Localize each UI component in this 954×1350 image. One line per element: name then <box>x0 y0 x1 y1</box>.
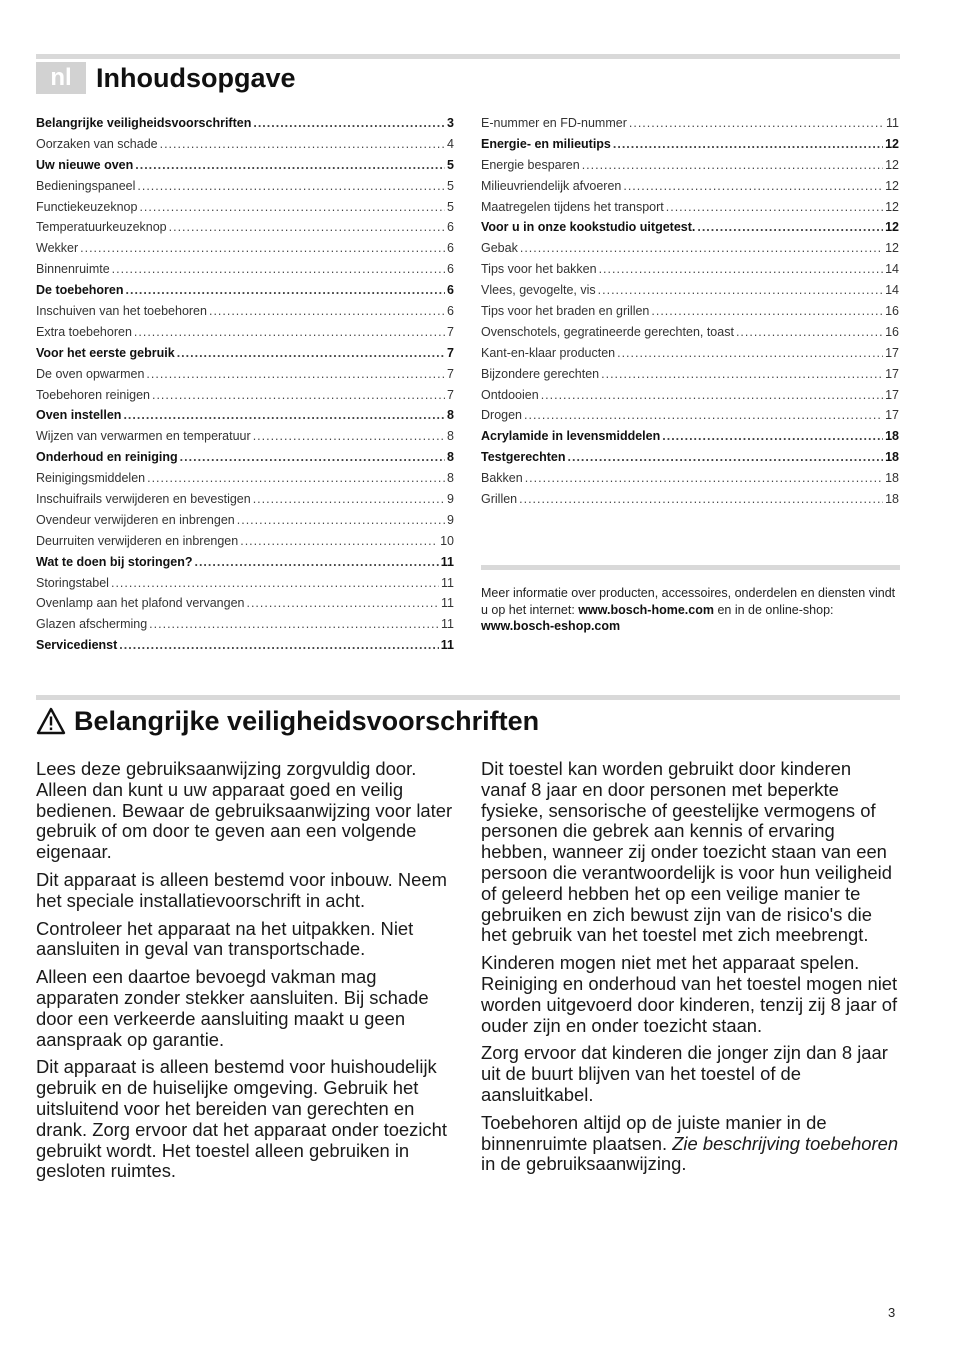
safety-paragraph: Lees deze gebruiksaanwijzing zorgvuldig door. Alleen dan kunt u uw apparaat goed en veilig bedienen. Bewaar de gebruiksaanwijzing voor later gebruik of om door te geven aan een volgende eigenaar. <box>36 758 453 863</box>
toc-entry-page: 12 <box>885 241 899 256</box>
section-divider <box>36 695 900 700</box>
toc-leader-dots <box>601 367 883 381</box>
toc-leader-dots <box>519 492 883 506</box>
toc-leader-dots <box>525 471 883 485</box>
toc-entry-page: 10 <box>440 533 454 548</box>
toc-entry-page: 6 <box>447 283 454 298</box>
toc-leader-dots <box>147 471 445 485</box>
toc-entry[interactable] <box>36 262 454 283</box>
toc-entry[interactable] <box>36 137 454 158</box>
safety-paragraph <box>481 1111 909 1175</box>
safety-left-column <box>36 759 456 1189</box>
toc-entry-page: 11 <box>440 638 454 653</box>
page-number: 3 <box>888 1305 896 1320</box>
toc-entry-page: 4 <box>447 136 454 151</box>
toc-entry-page: 8 <box>447 429 454 444</box>
top-divider <box>36 54 900 59</box>
toc-entry-label: Functiekeuzeknop <box>36 199 138 214</box>
toc-entry-label: Wijzen van verwarmen en temperatuur <box>36 429 251 444</box>
toc-entry[interactable] <box>36 367 454 388</box>
toc-entry-page: 7 <box>447 324 454 339</box>
toc-leader-dots <box>623 179 883 193</box>
toc-leader-dots <box>246 596 439 610</box>
toc-leader-dots <box>524 408 883 422</box>
paragraph-text: Toebehoren altijd op de juiste manier in de binnenruimte plaatsen. <box>481 1111 827 1154</box>
toc-entry-label: Storingstabel <box>36 575 109 590</box>
toc-entry[interactable] <box>481 220 899 241</box>
toc-entry-label: Binnenruimte <box>36 262 110 277</box>
toc-entry[interactable] <box>481 471 899 492</box>
toc-entry-label: Deurruiten verwijderen en inbrengen <box>36 533 239 548</box>
toc-entry-page: 9 <box>447 492 454 507</box>
safety-paragraph: Zorg ervoor dat kinderen die jonger zijn dan 8 jaar uit de buurt blijven van het toestel of de aansluitkabel. <box>481 1042 888 1105</box>
toc-leader-dots <box>152 388 445 402</box>
toc-entry-label: Inschuiven van het toebehoren <box>36 304 207 319</box>
toc-entry-page: 5 <box>447 157 454 172</box>
toc-right-column <box>481 116 899 513</box>
toc-entry[interactable] <box>481 179 899 200</box>
toc-leader-dots <box>253 429 445 443</box>
paragraph-text: in de gebruiksaanwijzing. <box>481 1132 909 1175</box>
toc-leader-dots <box>598 283 883 297</box>
toc-leader-dots <box>123 408 445 422</box>
toc-leader-dots <box>80 241 445 255</box>
toc-entry-label: Vlees, gevogelte, vis <box>481 283 596 298</box>
toc-entry[interactable] <box>36 325 454 346</box>
toc-entry-label: Bijzondere gerechten <box>481 366 600 381</box>
toc-entry-label: Temperatuurkeuzeknop <box>36 220 167 235</box>
toc-entry-page: 16 <box>885 324 899 339</box>
toc-entry-page: 12 <box>885 220 899 235</box>
toc-leader-dots <box>662 429 883 443</box>
toc-entry-label: Extra toebehoren <box>36 324 132 339</box>
toc-left-column <box>36 116 454 659</box>
toc-entry-page: 11 <box>441 575 454 590</box>
toc-entry-label: Ontdooien <box>481 387 539 402</box>
toc-entry-label: Oorzaken van schade <box>36 136 158 151</box>
safety-header <box>36 703 539 739</box>
toc-entry-page: 6 <box>447 241 454 256</box>
toc-entry[interactable] <box>36 179 454 200</box>
toc-entry-page: 14 <box>885 262 899 277</box>
safety-paragraph: Dit toestel kan worden gebruikt door kinderen vanaf 8 jaar en door personen met beperkte fysieke, sensorische of geestelijke vermogens of personen die gebrek aan kennis of ervaring hebben, wanneer zij onder toezicht staan van een persoon die verantwoordelijk is voor hun veiligheid of geleerd hebben het op een veilige manier te gebruiken en zich bewust zijn van de risico's die het gebruik van het toestel met zich meebrengt. <box>481 758 892 946</box>
toc-entry-label: Tips voor het braden en grillen <box>481 304 650 319</box>
toc-entry-label: Maatregelen tijdens het transport <box>481 199 664 214</box>
toc-entry-page: 7 <box>447 387 454 402</box>
toc-entry[interactable] <box>481 200 899 221</box>
toc-entry[interactable] <box>481 492 899 513</box>
toc-leader-dots <box>697 220 883 234</box>
toc-entry-page: 18 <box>885 429 899 444</box>
toc-entry-page: 6 <box>447 262 454 277</box>
toc-entry[interactable] <box>36 555 454 576</box>
toc-leader-dots <box>160 137 445 151</box>
toc-entry[interactable] <box>36 617 454 638</box>
toc-entry-label: Energie- en milieutips <box>481 136 611 151</box>
toc-leader-dots <box>180 450 445 464</box>
toc-entry[interactable] <box>36 471 454 492</box>
toc-leader-dots <box>253 492 445 506</box>
toc-entry[interactable] <box>481 283 899 304</box>
toc-entry-label: E-nummer en FD-nummer <box>481 116 627 130</box>
toc-leader-dots <box>146 367 445 381</box>
toc-entry[interactable] <box>481 346 899 367</box>
toc-entry[interactable] <box>481 325 899 346</box>
toc-leader-dots <box>209 304 445 318</box>
toc-entry-label: Grillen <box>481 492 518 507</box>
safety-paragraph: Alleen een daartoe bevoegd vakman mag apparaten zonder stekker aansluiten. Bij schade door een verkeerde aansluiting maakt u geen aanspraak op garantie. <box>36 966 429 1050</box>
toc-entry[interactable] <box>36 450 454 471</box>
toc-entry-page: 8 <box>447 408 454 423</box>
toc-leader-dots <box>666 200 883 214</box>
language-badge: nl <box>36 62 86 94</box>
more-info-text <box>481 585 899 635</box>
toc-entry-label: Energie besparen <box>481 157 580 172</box>
cross-reference-text: Zie beschrijving toebehoren <box>672 1132 899 1154</box>
toc-entry[interactable] <box>36 596 454 617</box>
toc-entry-label: Toebehoren reinigen <box>36 387 150 402</box>
toc-entry-page: 7 <box>447 366 454 381</box>
toc-entry-page: 17 <box>885 366 899 381</box>
toc-leader-dots <box>134 325 445 339</box>
toc-entry[interactable] <box>36 304 454 325</box>
toc-entry-label: Wekker <box>36 241 79 256</box>
toc-leader-dots <box>119 638 438 652</box>
toc-entry[interactable] <box>36 408 454 429</box>
toc-leader-dots <box>582 158 883 172</box>
toc-entry[interactable] <box>481 116 899 137</box>
safety-right-column <box>481 758 909 1182</box>
toc-entry-page: 17 <box>885 387 899 402</box>
toc-entry[interactable] <box>36 200 454 221</box>
toc-entry-label: De oven opwarmen <box>36 366 145 381</box>
toc-entry-page: 16 <box>885 304 899 319</box>
page-title: Inhoudsopgave <box>96 63 296 93</box>
toc-entry-page: 12 <box>885 136 899 151</box>
toc-entry-page: 5 <box>447 178 454 193</box>
toc-entry-label: Belangrijke veiligheidsvoorschriften <box>36 116 252 130</box>
toc-entry[interactable] <box>36 346 454 367</box>
toc-leader-dots <box>237 513 445 527</box>
safety-title: Belangrijke veiligheidsvoorschriften <box>74 706 540 736</box>
bosch-eshop-link[interactable]: www.bosch-eshop.com <box>481 619 621 633</box>
toc-leader-dots <box>736 325 883 339</box>
toc-leader-dots <box>177 346 445 360</box>
toc-entry[interactable] <box>481 408 899 429</box>
toc-entry-page: 11 <box>440 554 454 569</box>
toc-entry[interactable] <box>36 158 454 179</box>
toc-entry[interactable] <box>36 388 454 409</box>
safety-paragraph: Dit apparaat is alleen bestemd voor inbouw. Neem het speciale installatievoorschrift in acht. <box>36 868 447 911</box>
toc-entry[interactable] <box>36 429 454 450</box>
safety-paragraph: Kinderen mogen niet met het apparaat spelen. Reiniging en onderhoud van het toestel mogen niet worden uitgevoerd door kinderen, tenzij zij 8 jaar of ouder zijn en onder toezicht staan. <box>481 952 898 1036</box>
bosch-home-link[interactable]: www.bosch-home.com <box>578 602 714 617</box>
toc-leader-dots <box>613 137 883 151</box>
toc-entry-page: 12 <box>885 178 899 193</box>
toc-entry-label: Oven instellen <box>36 408 122 423</box>
toc-entry[interactable] <box>36 576 454 597</box>
toc-entry-label: Voor het eerste gebruik <box>36 345 175 360</box>
toc-leader-dots <box>541 388 883 402</box>
toc-entry-label: Bakken <box>481 471 523 486</box>
toc-entry-label: Uw nieuwe oven <box>36 157 134 172</box>
more-info-text-1: Meer informatie over producten, accessoires, onderdelen en diensten vindt u op het internet: <box>481 586 896 617</box>
more-info-text-2: en in de online-shop: <box>713 602 834 617</box>
toc-leader-dots <box>139 200 445 214</box>
toc-entry[interactable] <box>481 367 899 388</box>
toc-leader-dots <box>111 576 439 590</box>
toc-leader-dots <box>126 283 446 297</box>
toc-leader-dots <box>629 116 884 130</box>
toc-entry[interactable] <box>36 492 454 513</box>
toc-entry[interactable] <box>36 116 454 137</box>
toc-entry-page: 12 <box>885 199 899 214</box>
toc-entry-page: 7 <box>447 345 454 360</box>
toc-entry[interactable] <box>481 241 899 262</box>
toc-entry-page: 17 <box>885 345 899 360</box>
toc-leader-dots <box>169 220 445 234</box>
toc-entry-label: Milieuvriendelijk afvoeren <box>481 178 622 193</box>
toc-entry-page: 8 <box>447 471 454 486</box>
toc-entry-page: 3 <box>447 116 454 130</box>
toc-entry-label: Wat te doen bij storingen? <box>36 554 193 569</box>
toc-leader-dots <box>194 555 438 569</box>
toc-entry[interactable] <box>36 241 454 262</box>
toc-entry[interactable] <box>36 513 454 534</box>
toc-entry-label: Ovendeur verwijderen en inbrengen <box>36 512 235 527</box>
toc-entry-label: Reinigingsmiddelen <box>36 471 146 486</box>
toc-leader-dots <box>617 346 883 360</box>
toc-entry[interactable] <box>481 450 899 471</box>
safety-paragraph: Dit apparaat is alleen bestemd voor huishoudelijk gebruik en de huiselijke omgeving. Gebruik het uitsluitend voor het bereiden van gerechten en drank. Zorg ervoor dat het apparaat onder toezicht gebruikt wordt. Het toestel alleen gebruiken in gesloten ruimtes. <box>36 1056 447 1182</box>
toc-leader-dots <box>149 617 439 631</box>
toc-entry[interactable] <box>481 158 899 179</box>
toc-leader-dots <box>520 241 883 255</box>
toc-entry[interactable] <box>36 638 454 659</box>
toc-entry-page: 11 <box>441 596 454 611</box>
toc-leader-dots <box>651 304 883 318</box>
toc-entry-page: 9 <box>447 512 454 527</box>
toc-leader-dots <box>135 158 445 172</box>
toc-leader-dots <box>253 116 445 130</box>
toc-entry[interactable] <box>36 220 454 241</box>
toc-entry-label: Glazen afscherming <box>36 617 148 632</box>
toc-leader-dots <box>599 262 884 276</box>
toc-entry-label: Ovenlamp aan het plafond vervangen <box>36 596 245 611</box>
toc-entry-label: Ovenschotels, gegratineerde gerechten, toast <box>481 324 734 339</box>
toc-entry[interactable] <box>481 304 899 325</box>
toc-entry[interactable] <box>36 534 454 555</box>
toc-entry-page: 18 <box>885 471 899 486</box>
toc-entry-label: Voor u in onze kookstudio uitgetest. <box>481 220 696 235</box>
toc-entry[interactable] <box>481 429 899 450</box>
toc-entry-page: 11 <box>441 617 454 632</box>
toc-entry-page: 8 <box>447 450 454 465</box>
toc-entry[interactable] <box>36 283 454 304</box>
toc-entry-label: Drogen <box>481 408 522 423</box>
toc-entry-page: 18 <box>885 492 899 507</box>
toc-entry-label: Testgerechten <box>481 450 566 465</box>
warning-triangle-icon <box>36 707 66 735</box>
toc-leader-dots <box>112 262 445 276</box>
toc-entry-label: Inschuifrails verwijderen en bevestigen <box>36 492 251 507</box>
toc-entry-page: 5 <box>447 199 454 214</box>
toc-entry-page: 6 <box>447 304 454 319</box>
toc-entry-page: 14 <box>885 283 899 298</box>
toc-entry-page: 12 <box>885 157 899 172</box>
toc-leader-dots <box>240 534 438 548</box>
toc-entry-label: Tips voor het bakken <box>481 262 597 277</box>
info-divider <box>481 565 900 570</box>
toc-entry-label: Acrylamide in levensmiddelen <box>481 429 661 444</box>
toc-entry[interactable] <box>481 137 899 158</box>
toc-leader-dots <box>137 179 445 193</box>
toc-entry-page: 6 <box>447 220 454 235</box>
toc-leader-dots <box>568 450 884 464</box>
safety-paragraph: Controleer het apparaat na het uitpakken. Niet aansluiten in geval van transportschade. <box>36 917 414 960</box>
toc-entry-page: 17 <box>885 408 899 423</box>
toc-entry-page: 11 <box>886 116 899 130</box>
toc-entry[interactable] <box>481 262 899 283</box>
toc-entry-label: De toebehoren <box>36 283 124 298</box>
toc-entry-label: Gebak <box>481 241 518 256</box>
toc-entry-label: Onderhoud en reiniging <box>36 450 178 465</box>
toc-entry[interactable] <box>481 388 899 409</box>
toc-entry-label: Bedieningspaneel <box>36 178 136 193</box>
toc-entry-page: 18 <box>885 450 899 465</box>
toc-entry-label: Servicedienst <box>36 638 118 653</box>
toc-entry-label: Kant-en-klaar producten <box>481 345 616 360</box>
